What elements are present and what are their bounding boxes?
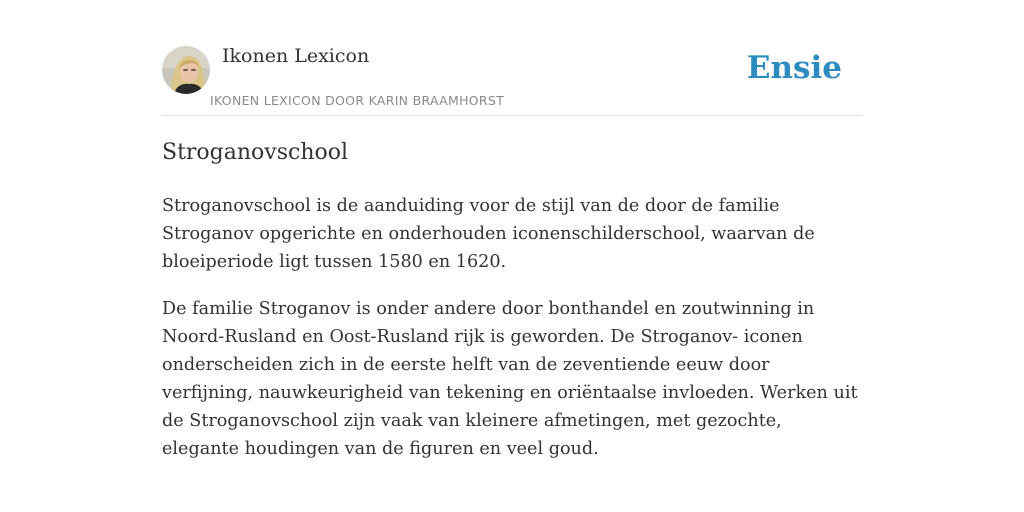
author-portrait-icon xyxy=(162,46,210,94)
article-paragraph: Stroganovschool is de aanduiding voor de stijl van de door de familie Stroganov opgerichte en onderhouden iconenschilderschool, waarvan de bloeiperiode ligt tussen 1580 en 1620. xyxy=(162,196,815,272)
author-subtitle: IKONEN LEXICON DOOR KARIN BRAAMHORST xyxy=(210,93,505,108)
page-title: Stroganovschool xyxy=(162,140,349,165)
brand-logo[interactable]: Ensie xyxy=(746,50,842,86)
author-avatar[interactable] xyxy=(162,46,210,94)
author-name[interactable]: Ikonen Lexicon xyxy=(222,45,370,67)
article-paragraph: De familie Stroganov is onder andere door bonthandel en zoutwinning in Noord-Rusland en Oost-Rusland rijk is geworden. De Stroganov- iconen onderscheiden zich in de eerste helft van de zeventiende eeuw door verfijning, nauwkeurigheid van tekening en oriëntaalse invloeden. Werken uit de Stroganovschool zijn vaak van kleinere afmetingen, met gezochte, elegante houdingen van de figuren en veel goud. xyxy=(162,299,858,459)
header xyxy=(162,0,862,116)
article-body xyxy=(162,192,862,482)
